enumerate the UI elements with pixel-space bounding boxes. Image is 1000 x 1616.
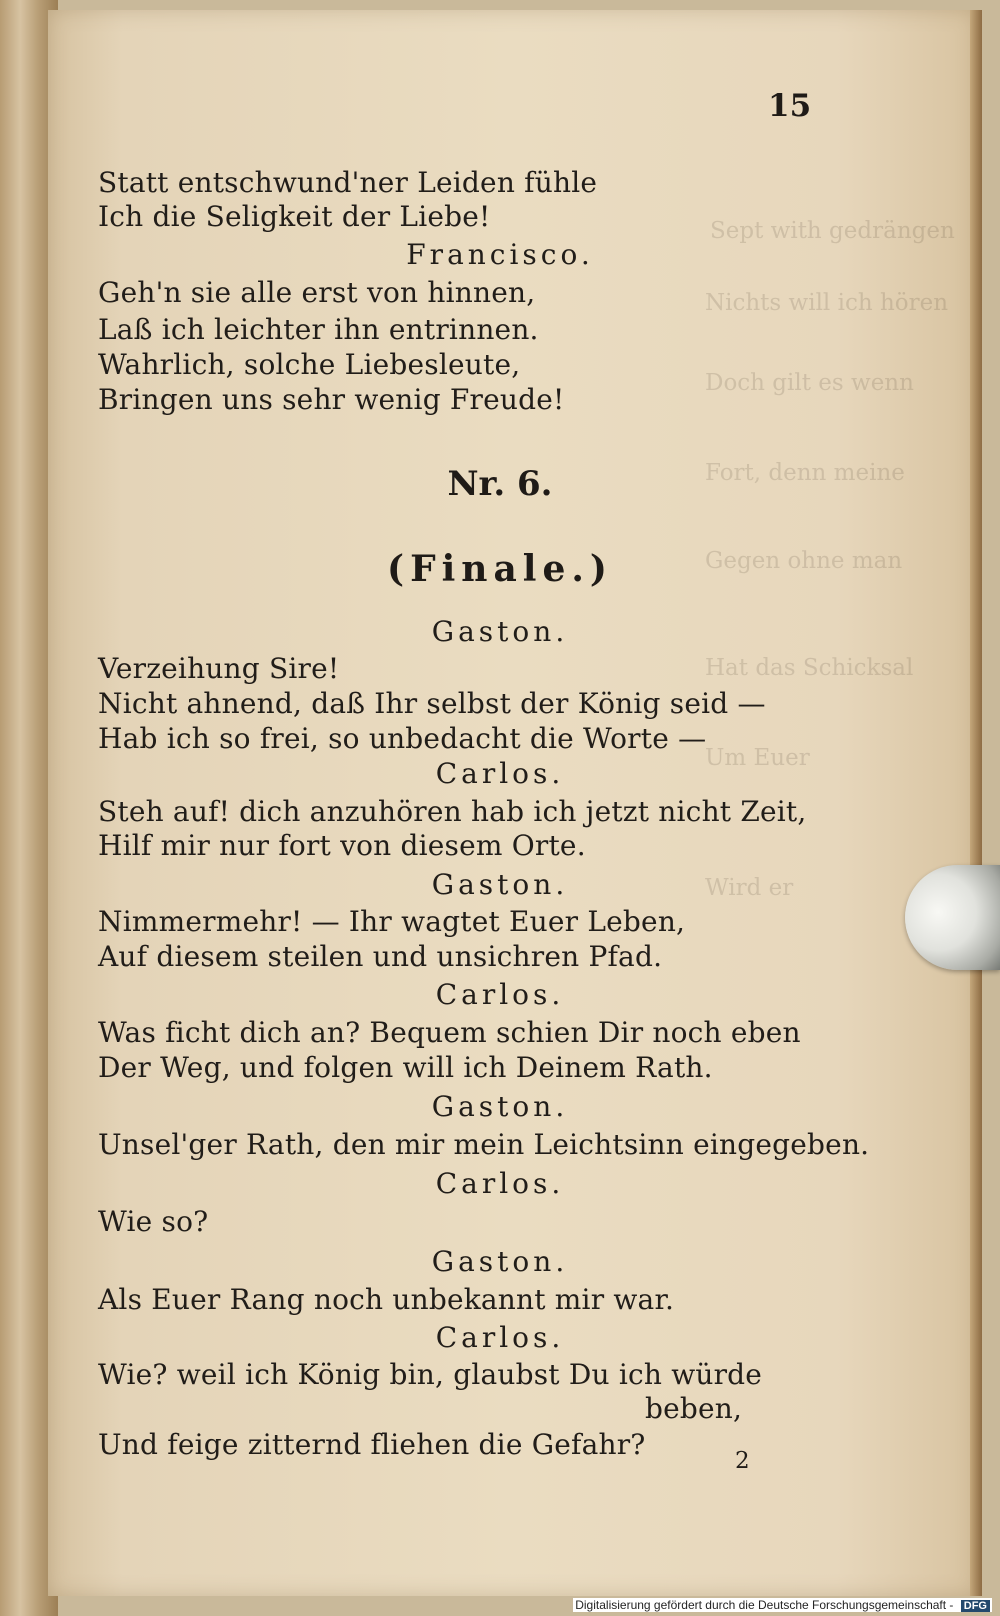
speaker-name: Francisco.	[406, 238, 594, 271]
bleed-through: Hat das Schicksal	[705, 655, 914, 681]
footer-credit: Digitalisierung gefördert durch die Deutsche Forschungsgemeinschaft -	[575, 1598, 954, 1612]
verse-line: Ich die Seligkeit der Liebe!	[98, 200, 491, 233]
verse-line: Laß ich leichter ihn entrinnen.	[98, 313, 539, 346]
verse-line: Nimmermehr! — Ihr wagtet Euer Leben,	[98, 905, 686, 938]
verse-line: Verzeihung Sire!	[98, 652, 340, 685]
bleed-through: Sept with gedrängen	[710, 218, 955, 244]
section-number: Nr. 6.	[447, 464, 553, 504]
bleed-through: Nichts will ich hören	[705, 290, 949, 316]
verse-line: Geh'n sie alle erst von hinnen,	[98, 276, 536, 309]
verse-line-continued: beben,	[645, 1392, 743, 1425]
verse-line: Wie? weil ich König bin, glaubst Du ich würde	[98, 1358, 763, 1391]
bleed-through: Fort, denn meine	[705, 460, 905, 486]
verse-line: Auf diesem steilen und unsichren Pfad.	[98, 940, 663, 973]
page-number: 15	[768, 88, 812, 124]
verse-line: Wie so?	[98, 1205, 209, 1238]
verse-line: Was ficht dich an? Bequem schien Dir noch eben	[98, 1016, 801, 1049]
dfg-logo: DFG	[961, 1600, 990, 1612]
speaker-name: Carlos.	[435, 1167, 565, 1200]
digitization-footer	[573, 1598, 992, 1612]
verse-line: Statt entschwund'ner Leiden fühle	[98, 166, 598, 199]
bleed-through: Um Euer	[705, 745, 810, 771]
speaker-name: Gaston.	[431, 615, 569, 648]
bleed-through: Gegen ohne man	[705, 548, 903, 574]
verse-line: Als Euer Rang noch unbekannt mir war.	[98, 1283, 675, 1316]
verse-line: Nicht ahnend, daß Ihr selbst der König seid —	[98, 687, 766, 720]
speaker-name: Gaston.	[431, 1090, 569, 1123]
speaker-name: Gaston.	[431, 1245, 569, 1278]
verse-line: Hilf mir nur fort von diesem Orte.	[98, 829, 586, 862]
speaker-name: Carlos.	[435, 757, 565, 790]
verse-line: Hab ich so frei, so unbedacht die Worte —	[98, 722, 707, 755]
signature-mark: 2	[735, 1448, 750, 1474]
speaker-name: Carlos.	[435, 978, 565, 1011]
bleed-through: Wird er	[705, 875, 794, 901]
verse-line: Und feige zitternd fliehen die Gefahr?	[98, 1428, 646, 1461]
speaker-name: Gaston.	[431, 868, 569, 901]
verse-line: Der Weg, und folgen will ich Deinem Rath.	[98, 1051, 713, 1084]
section-title: (Finale.)	[387, 548, 613, 590]
verse-line: Steh auf! dich anzuhören hab ich jetzt nicht Zeit,	[98, 795, 807, 828]
verse-line: Bringen uns sehr wenig Freude!	[98, 383, 565, 416]
verse-line: Unsel'ger Rath, den mir mein Leichtsinn eingegeben.	[98, 1128, 870, 1161]
bleed-through: Doch gilt es wenn	[705, 370, 914, 396]
speaker-name: Carlos.	[435, 1321, 565, 1354]
verse-line: Wahrlich, solche Liebesleute,	[98, 348, 521, 381]
